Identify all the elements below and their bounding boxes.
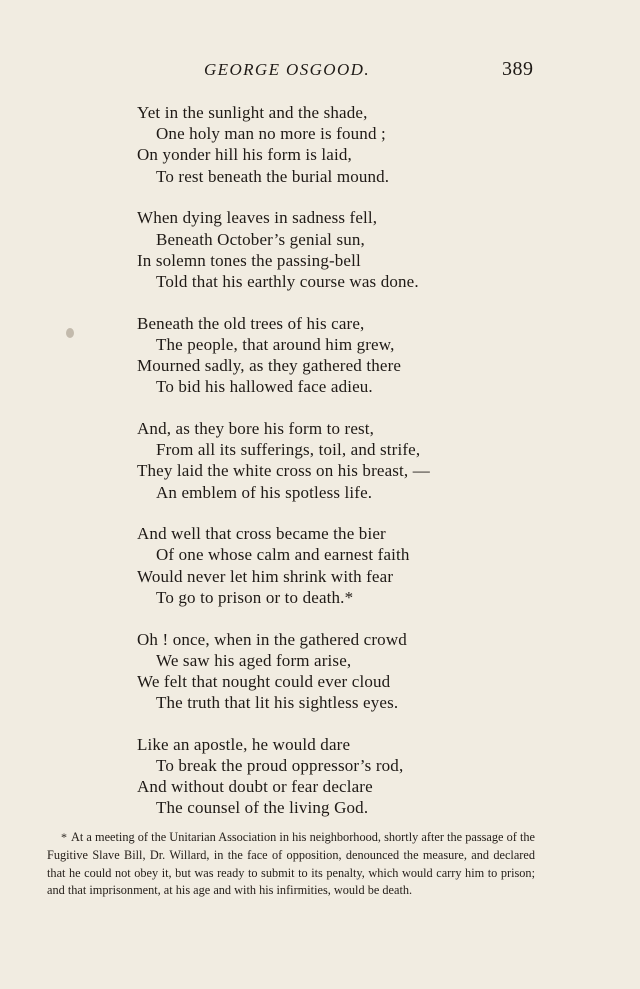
stanza — [137, 102, 517, 187]
page-smudge — [66, 328, 74, 338]
stanza — [137, 207, 517, 292]
poem-line: We saw his aged form arise, — [156, 650, 352, 670]
poem-line: Would never let him shrink with fear — [137, 566, 394, 586]
poem-line: In solemn tones the passing-bell — [137, 250, 361, 270]
poem-line: Beneath October’s genial sun, — [156, 229, 365, 249]
poem-line: Like an apostle, he would dare — [137, 734, 351, 754]
poem-line: The counsel of the living God. — [156, 798, 369, 818]
footnote-marker: * — [61, 830, 67, 844]
poem-line: Beneath the old trees of his care, — [137, 313, 365, 333]
footnote-text: At a meeting of the Unitarian Association in his neighborhood, shortly after the passage of the Fugitive Slave Bill, Dr. Willard, in the face of opposition, denounced the measure, and declared that he could not obey it, but was ready to submit to its penalty, which would carry him to prison; and that imprisonment, at his age and with his infirmities, would be death. — [47, 830, 535, 898]
stanza — [137, 418, 517, 503]
poem-line: Yet in the sunlight and the shade, — [137, 103, 368, 122]
poem-line: From all its sufferings, toil, and strife, — [156, 440, 421, 460]
stanza — [137, 313, 517, 398]
page-number: 389 — [502, 58, 534, 80]
poem-line: To rest beneath the burial mound. — [156, 166, 390, 186]
poem — [137, 102, 517, 839]
poem-line: The people, that around him grew, — [156, 334, 395, 354]
poem-line: When dying leaves in sadness fell, — [137, 208, 378, 228]
stanza — [137, 734, 517, 819]
stanza — [137, 523, 517, 608]
poem-line: And well that cross became the bier — [137, 524, 386, 544]
poem-line: Mourned sadly, as they gathered there — [137, 356, 402, 376]
poem-line: On yonder hill his form is laid, — [137, 145, 352, 165]
poem-line: To go to prison or to death.* — [156, 587, 354, 607]
poem-line: Of one whose calm and earnest faith — [156, 545, 410, 565]
poem-line: Told that his earthly course was done. — [156, 271, 419, 291]
poem-line: One holy man no more is found ; — [156, 124, 386, 144]
poem-line: To bid his hallowed face adieu. — [156, 377, 373, 397]
poem-line: We felt that nought could ever cloud — [137, 671, 391, 691]
poem-line: And, as they bore his form to rest, — [137, 418, 375, 438]
running-head-title: GEORGE OSGOOD. — [204, 60, 370, 79]
poem-line: The truth that lit his sightless eyes. — [156, 693, 399, 713]
poem-line: And without doubt or fear declare — [137, 777, 373, 797]
poem-line: To break the proud oppressor’s rod, — [156, 756, 404, 776]
poem-line: Oh ! once, when in the gathered crowd — [137, 629, 407, 649]
poem-line: They laid the white cross on his breast, — — [137, 461, 430, 481]
stanza — [137, 629, 517, 714]
running-head — [0, 58, 640, 86]
footnote — [47, 829, 535, 900]
poem-line: An emblem of his spotless life. — [156, 482, 373, 502]
